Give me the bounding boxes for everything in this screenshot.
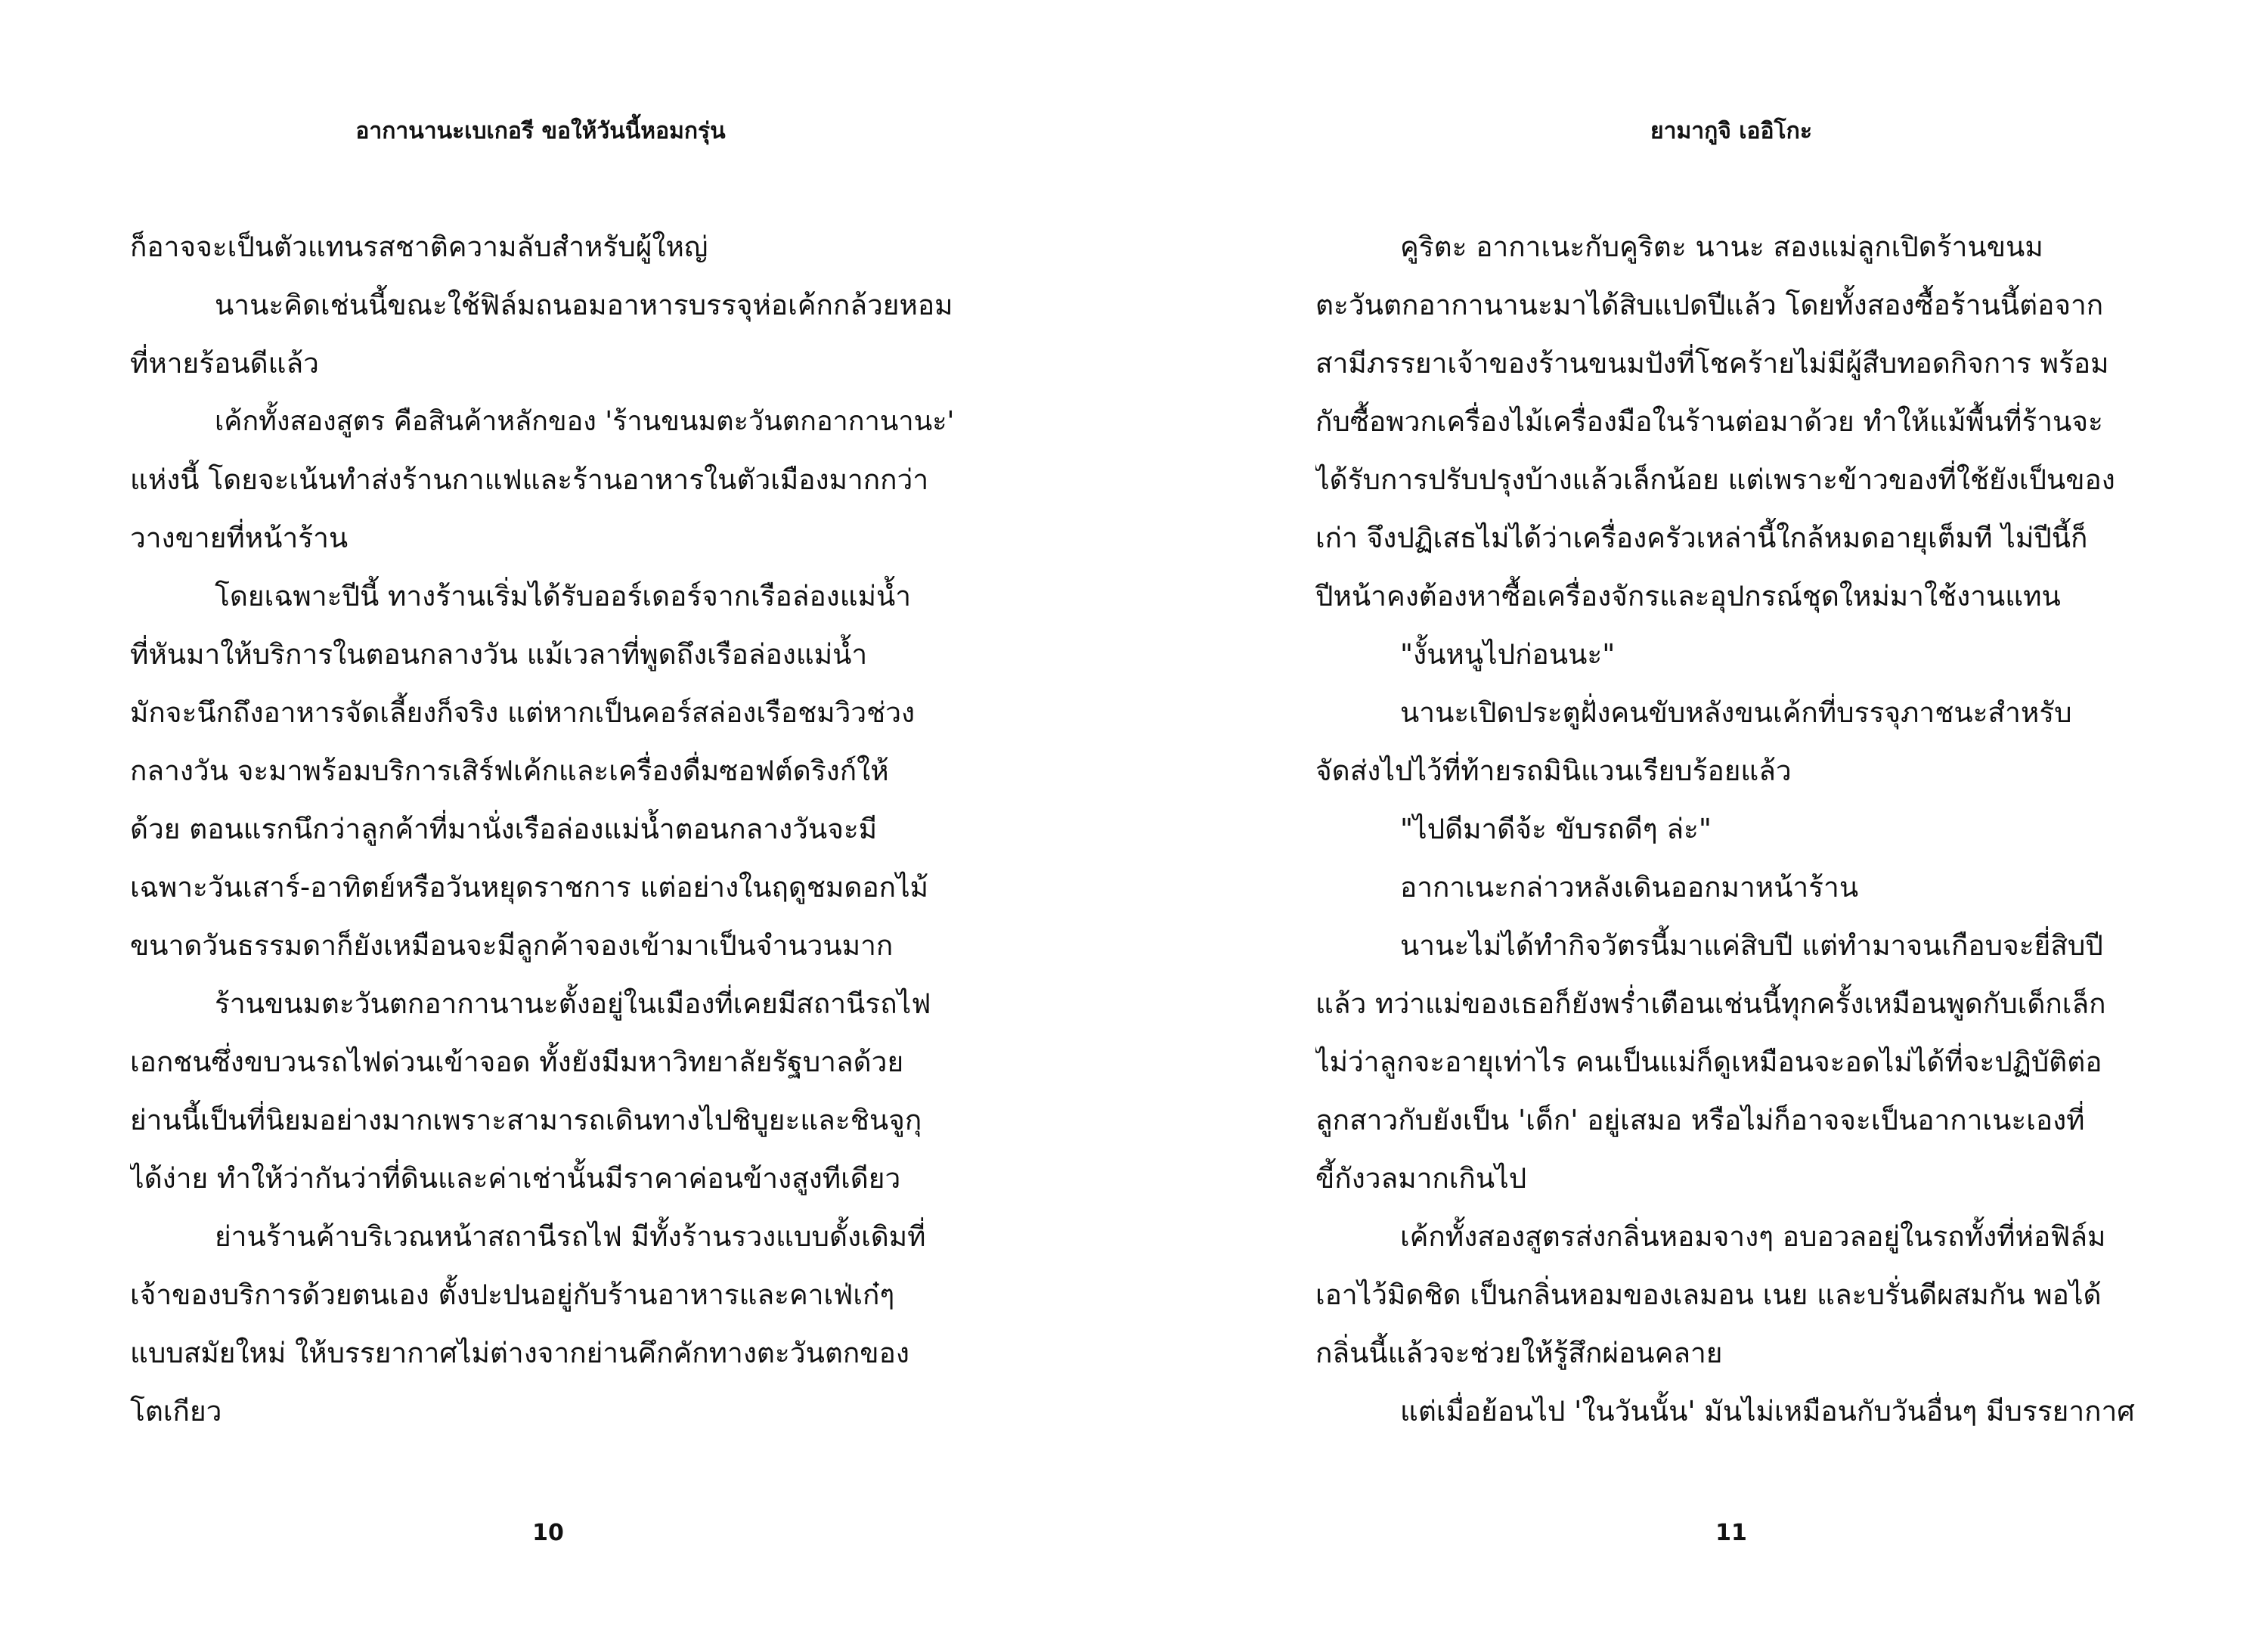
page-number-left: 10 [532,1520,564,1546]
page-number-right: 11 [1715,1520,1747,1546]
text-line: ตะวันตกอากานานะมาได้สิบแปดปีแล้ว โดยทั้งสองซื้อร้านนี้ต่อจาก [1315,289,2104,321]
text-line: กลางวัน จะมาพร้อมบริการเสิร์ฟเค้กและเครื่องดื่มซอฟต์ดริงก์ให้ [130,755,889,787]
text-line: เจ้าของบริการด้วยตนเอง ตั้งปะปนอยู่กับร้านอาหารและคาเฟ่เก๋ๆ [130,1279,895,1311]
text-line: แบบสมัยใหม่ ให้บรรยากาศไม่ต่างจากย่านคึกคักทางตะวันตกของ [130,1337,909,1369]
text-line: เอาไว้มิดชิด เป็นกลิ่นหอมของเลมอน เนย และบรั่นดีผสมกัน พอได้ [1315,1279,2102,1311]
text-line: ขี้กังวลมากเกินไป [1315,1162,1527,1195]
text-line: อากาเนะกล่าวหลังเดินออกมาหน้าร้าน [1400,871,1859,904]
text-line: ย่านร้านค้าบริเวณหน้าสถานีรถไฟ มีทั้งร้านรวงแบบดั้งเดิมที่ [215,1220,926,1253]
text-line: กับซื้อพวกเครื่องไม้เครื่องมือในร้านต่อมาด้วย ทำให้แม้พื้นที่ร้านจะ [1315,405,2103,438]
text-line: สามีภรรยาเจ้าของร้านขนมปังที่โชคร้ายไม่มีผู้สืบทอดกิจการ พร้อม [1315,347,2109,380]
text-line: ที่หันมาให้บริการในตอนกลางวัน แม้เวลาที่พูดถึงเรือล่องแม่น้ำ [130,638,868,671]
text-line: โดยเฉพาะปีนี้ ทางร้านเริ่มได้รับออร์เดอร์จากเรือล่องแม่น้ำ [215,580,912,612]
text-line: ไม่ว่าลูกจะอายุเท่าไร คนเป็นแม่ก็ดูเหมือนจะอดไม่ได้ที่จะปฏิบัติต่อ [1315,1046,2102,1078]
body-text-left [130,218,969,1440]
text-line: จัดส่งไปไว้ที่ท้ายรถมินิแวนเรียบร้อยแล้ว [1315,755,1792,787]
text-line: "งั้นหนูไปก่อนนะ" [1400,638,1616,671]
text-line: นานะเปิดประตูฝั่งคนขับหลังขนเค้กที่บรรจุภาชนะสำหรับ [1400,696,2072,729]
text-line: แต่เมื่อย้อนไป 'ในวันนั้น' มันไม่เหมือนกับวันอื่นๆ มีบรรยากาศ [1400,1395,2135,1428]
text-line: โตเกียว [130,1395,222,1428]
text-line: แล้ว ทว่าแม่ของเธอก็ยังพร่ำเตือนเช่นนี้ทุกครั้งเหมือนพูดกับเด็กเล็ก [1315,987,2106,1020]
text-line: กลิ่นนี้แล้วจะช่วยให้รู้สึกผ่อนคลาย [1315,1337,1723,1369]
text-line: เค้กทั้งสองสูตร คือสินค้าหลักของ 'ร้านขนมตะวันตกอากานานะ' [215,406,955,437]
text-line: ขนาดวันธรรมดาก็ยังเหมือนจะมีลูกค้าจองเข้ามาเป็นจำนวนมาก [130,929,894,962]
running-head-author: ยามากูจิ เออิโกะ [1650,118,1812,144]
text-line: เอกชนซึ่งขบวนรถไฟด่วนเข้าจอด ทั้งยังมีมหาวิทยาลัยรัฐบาลด้วย [130,1046,904,1078]
text-line: ร้านขนมตะวันตกอากานานะตั้งอยู่ในเมืองที่เคยมีสถานีรถไฟ [215,987,931,1020]
text-line: ที่หายร้อนดีแล้ว [130,347,319,380]
text-line: นานะไม่ได้ทำกิจวัตรนี้มาแค่สิบปี แต่ทำมาจนเกือบจะยี่สิบปี [1400,929,2103,962]
text-line: ได้รับการปรับปรุงบ้างแล้วเล็กน้อย แต่เพราะข้าวของที่ใช้ยังเป็นของ [1315,463,2115,496]
running-head-book-title: อากานานะเบเกอรี ขอให้วันนี้หอมกรุ่น [355,118,726,144]
text-line: เก่า จึงปฏิเสธไม่ได้ว่าเครื่องครัวเหล่านี้ใกล้หมดอายุเต็มที ไม่ปีนี้ก็ [1315,522,2088,554]
text-line: มักจะนึกถึงอาหารจัดเลี้ยงก็จริง แต่หากเป็นคอร์สล่องเรือชมวิวช่วง [130,696,916,729]
text-line: นานะคิดเช่นนี้ขณะใช้ฟิล์มถนอมอาหารบรรจุห่อเค้กกล้วยหอม [215,289,953,321]
text-line: เค้กทั้งสองสูตรส่งกลิ่นหอมจางๆ อบอวลอยู่ในรถทั้งที่ห่อฟิล์ม [1400,1220,2106,1253]
text-line: ได้ง่าย ทำให้ว่ากันว่าที่ดินและค่าเช่านั้นมีราคาค่อนข้างสูงทีเดียว [130,1162,901,1195]
right-page [1134,0,2268,1643]
body-text-right [1315,218,2155,1440]
text-line: ก็อาจจะเป็นตัวแทนรสชาติความลับสำหรับผู้ใหญ่ [130,231,708,263]
text-line: คูริตะ อากาเนะกับคูริตะ นานะ สองแม่ลูกเปิดร้านขนม [1400,231,2043,263]
text-line: แห่งนี้ โดยจะเน้นทำส่งร้านกาแฟและร้านอาหารในตัวเมืองมากกว่า [130,463,929,496]
text-line: ปีหน้าคงต้องหาซื้อเครื่องจักรและอุปกรณ์ชุดใหม่มาใช้งานแทน [1315,580,2061,612]
text-line: ลูกสาวกับยังเป็น 'เด็ก' อยู่เสมอ หรือไม่ก็อาจจะเป็นอากาเนะเองที่ [1315,1104,2085,1136]
text-line: "ไปดีมาดีจ้ะ ขับรถดีๆ ล่ะ" [1400,813,1712,845]
text-line: ย่านนี้เป็นที่นิยมอย่างมากเพราะสามารถเดินทางไปชิบูยะและชินจูกุ [130,1104,922,1136]
text-line: ด้วย ตอนแรกนึกว่าลูกค้าที่มานั่งเรือล่องแม่น้ำตอนกลางวันจะมี [130,813,878,845]
text-line: วางขายที่หน้าร้าน [130,522,349,554]
text-line: เฉพาะวันเสาร์-อาทิตย์หรือวันหยุดราชการ แต่อย่างในฤดูชมดอกไม้ [130,871,929,904]
